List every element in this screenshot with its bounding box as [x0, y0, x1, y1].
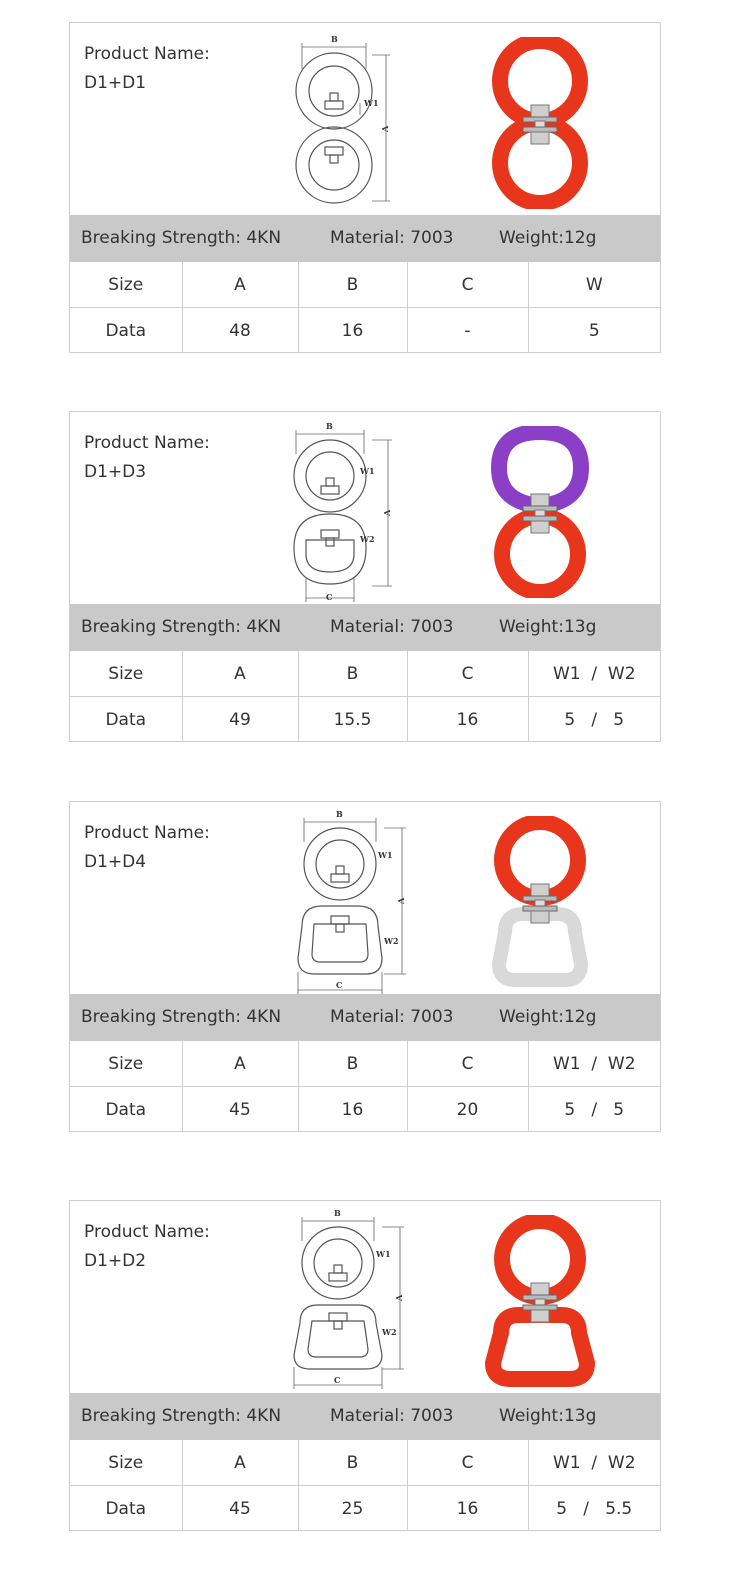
product-photo [485, 816, 595, 988]
product-header [70, 412, 660, 604]
dim-label-w2: W2 [360, 534, 375, 544]
table-cell: A [182, 1041, 298, 1087]
bottom-ring [493, 1315, 587, 1379]
table-data-row [70, 697, 660, 743]
dimension-drawing [282, 418, 412, 604]
table-cell: Data [70, 1486, 182, 1532]
table-header-row [70, 262, 660, 308]
breaking-strength: Breaking Strength: 4KN [81, 1007, 282, 1027]
table-cell: Data [70, 308, 182, 354]
table-cell: 16 [407, 1486, 528, 1532]
breaking-strength: Breaking Strength: 4KN [81, 228, 282, 248]
table-cell: 16 [298, 308, 407, 354]
table-cell: 49 [182, 697, 298, 743]
table-cell: Size [70, 1440, 182, 1486]
dim-label-a: A [396, 897, 406, 904]
table-data-row [70, 1087, 660, 1133]
dim-label-b: B [331, 34, 338, 44]
product-name: D1+D4 [84, 852, 147, 872]
dim-label-c: C [326, 592, 333, 602]
table-cell: Size [70, 651, 182, 697]
dim-label-a: A [394, 1294, 404, 1301]
table-cell: 15.5 [298, 697, 407, 743]
dimension-table [70, 651, 660, 742]
dim-label-c: C [336, 980, 343, 990]
dimension-table [70, 262, 660, 353]
product-card-d1-d2 [69, 1200, 661, 1531]
table-cell: Size [70, 1041, 182, 1087]
table-cell: A [182, 262, 298, 308]
table-cell: W1 / W2 [528, 651, 660, 697]
table-cell: - [407, 308, 528, 354]
table-cell: C [407, 1041, 528, 1087]
material: Material: 7003 [330, 1007, 454, 1027]
material: Material: 7003 [330, 228, 454, 248]
table-cell: 5 / 5 [528, 1087, 660, 1133]
table-cell: 5 [528, 308, 660, 354]
spec-band [70, 215, 660, 262]
spec-band [70, 604, 660, 651]
dim-label-w1: W1 [378, 850, 393, 860]
table-cell: B [298, 1440, 407, 1486]
breaking-strength: Breaking Strength: 4KN [81, 617, 282, 637]
table-header-row [70, 651, 660, 697]
weight: Weight:12g [499, 228, 597, 248]
product-card-d1-d3 [69, 411, 661, 742]
weight: Weight:12g [499, 1007, 597, 1027]
table-cell: W1 / W2 [528, 1440, 660, 1486]
table-cell: A [182, 651, 298, 697]
product-name-label: Product Name: [84, 823, 210, 843]
table-cell: W1 / W2 [528, 1041, 660, 1087]
table-cell: 5 / 5 [528, 697, 660, 743]
table-cell: 20 [407, 1087, 528, 1133]
bottom-ring [499, 914, 581, 980]
dimension-table [70, 1440, 660, 1531]
table-cell: C [407, 262, 528, 308]
table-cell: 45 [182, 1486, 298, 1532]
dim-label-a: A [382, 509, 392, 516]
material: Material: 7003 [330, 1406, 454, 1426]
product-header [70, 23, 660, 215]
dim-label-w1: W1 [364, 98, 379, 108]
breaking-strength: Breaking Strength: 4KN [81, 1406, 282, 1426]
dim-label-w2: W2 [382, 1327, 397, 1337]
table-cell: 16 [407, 697, 528, 743]
table-cell: 5 / 5.5 [528, 1486, 660, 1532]
table-cell: B [298, 262, 407, 308]
table-header-row [70, 1440, 660, 1486]
table-cell: B [298, 1041, 407, 1087]
table-cell: Data [70, 697, 182, 743]
table-cell: A [182, 1440, 298, 1486]
product-photo [485, 1215, 595, 1387]
dimension-drawing [282, 29, 412, 215]
product-header [70, 802, 660, 994]
spec-band [70, 994, 660, 1041]
table-cell: 45 [182, 1087, 298, 1133]
table-cell: 25 [298, 1486, 407, 1532]
product-name-label: Product Name: [84, 433, 210, 453]
dim-label-b: B [326, 421, 333, 431]
weight: Weight:13g [499, 617, 597, 637]
table-data-row [70, 308, 660, 354]
dim-label-b: B [336, 809, 343, 819]
dim-label-b: B [334, 1208, 341, 1218]
table-cell: 16 [298, 1087, 407, 1133]
dimension-drawing [282, 808, 412, 994]
product-name: D1+D3 [84, 462, 147, 482]
product-name: D1+D2 [84, 1251, 147, 1271]
dim-label-w2: W2 [384, 936, 399, 946]
dim-label-c: C [334, 1375, 341, 1385]
product-header [70, 1201, 660, 1393]
product-photo [485, 37, 595, 209]
spec-band [70, 1393, 660, 1440]
product-photo [485, 426, 595, 598]
product-card-d1-d4 [69, 801, 661, 1132]
product-name-label: Product Name: [84, 1222, 210, 1242]
material: Material: 7003 [330, 617, 454, 637]
product-name-block [84, 819, 210, 877]
table-cell: W [528, 262, 660, 308]
table-cell: B [298, 651, 407, 697]
product-card-d1-d1 [69, 22, 661, 353]
product-name-label: Product Name: [84, 44, 210, 64]
table-cell: C [407, 1440, 528, 1486]
product-name-block [84, 40, 210, 98]
table-cell: C [407, 651, 528, 697]
dimension-table [70, 1041, 660, 1132]
dim-label-w1: W1 [360, 466, 375, 476]
product-name-block [84, 1218, 210, 1276]
dim-label-w1: W1 [376, 1249, 391, 1259]
product-name-block [84, 429, 210, 487]
table-cell: Size [70, 262, 182, 308]
dim-label-a: A [380, 125, 390, 132]
table-cell: Data [70, 1087, 182, 1133]
table-header-row [70, 1041, 660, 1087]
dimension-drawing [282, 1207, 412, 1393]
table-cell: 48 [182, 308, 298, 354]
table-data-row [70, 1486, 660, 1532]
product-name: D1+D1 [84, 73, 147, 93]
weight: Weight:13g [499, 1406, 597, 1426]
